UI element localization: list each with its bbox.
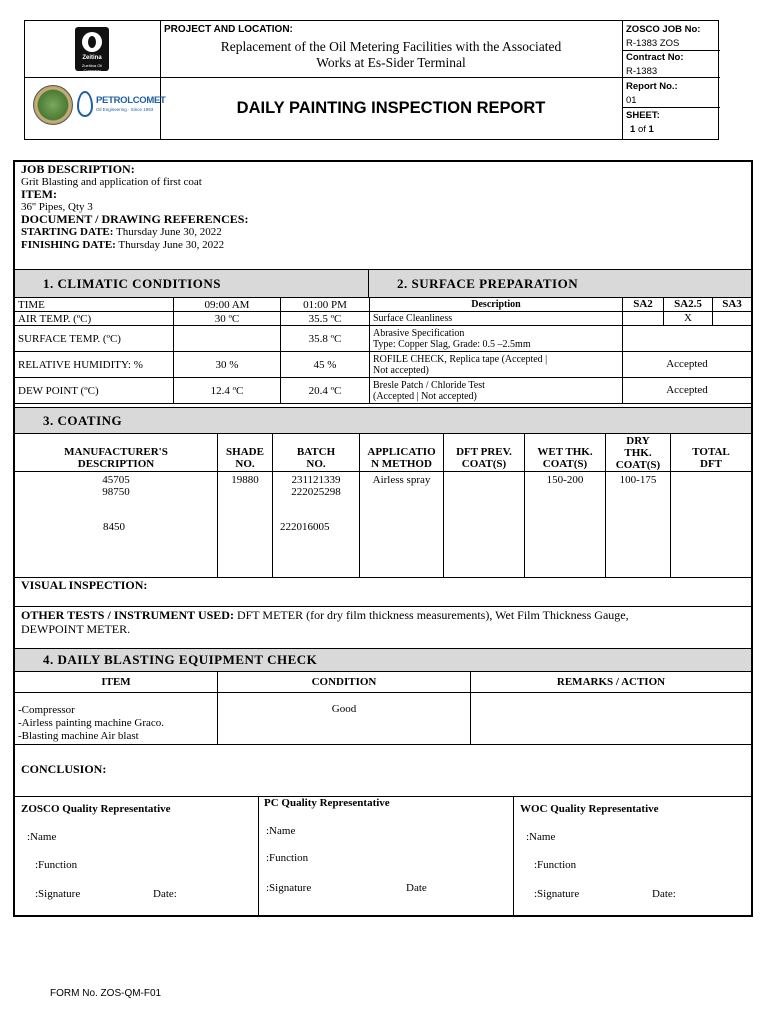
drop-icon — [77, 91, 93, 117]
blasting-table: ITEM CONDITION REMARKS / ACTION -Compressor -Airless painting machine Graco. -Blasting machine Air blast Good — [14, 671, 752, 745]
abrasive-spec: Abrasive Specification Type: Copper Slag, Grade: 0.5 –2.5mm — [370, 326, 623, 352]
project-location — [160, 21, 622, 78]
project-line-1: Replacement of the Oil Metering Facilities with the Associated — [220, 39, 562, 54]
report-no-label: Report No.: — [626, 81, 678, 92]
pc-rep: PC Quality Representative :Name :Function :Signature Date — [264, 797, 427, 894]
report-title: DAILY PAINTING INSPECTION REPORT — [236, 99, 546, 117]
conclusion-label: CONCLUSION: — [21, 762, 107, 776]
contract-value: R-1383 — [626, 66, 658, 77]
bresle-test: Bresle Patch / Chloride Test (Accepted | Not accepted) — [370, 378, 623, 404]
sheet-label: SHEET: — [626, 110, 660, 121]
project-line-2: Works at Es-Sider Terminal — [316, 55, 466, 70]
climatic-header: 1. CLIMATIC CONDITIONS — [15, 269, 369, 297]
surface-preparation-header: 2. SURFACE PREPARATION — [369, 269, 751, 297]
project-label: PROJECT AND LOCATION: — [164, 24, 293, 35]
zosco-job-value: R-1383 ZOS — [626, 38, 680, 49]
zueitina-logo: Zeitina Zueitina Oil Company — [75, 27, 109, 71]
document-references-label: DOCUMENT / DRAWING REFERENCES: — [21, 212, 249, 227]
sheet-value: 1 of 1 — [630, 124, 654, 135]
item-value: 36'' Pipes, Qty 3 — [21, 200, 93, 213]
zosco-job-label: ZOSCO JOB No: — [626, 24, 701, 35]
report-no-value: 01 — [626, 95, 637, 106]
visual-inspection-label: VISUAL INSPECTION: — [21, 578, 148, 592]
job-description-label: JOB DESCRIPTION: — [21, 162, 135, 176]
report-header — [24, 20, 719, 140]
job-description-value: Grit Blasting and application of first coat — [21, 175, 202, 188]
other-tests: OTHER TESTS / INSTRUMENT USED: DFT METER (for dry film thickness measurements), Wet Film Thickness Gauge, DEWPOINT METER. — [21, 608, 629, 636]
zosco-rep: ZOSCO Quality Representative :Name :Function :Signature Date: — [21, 803, 177, 900]
emblem-logo — [33, 85, 73, 125]
job-block — [21, 163, 741, 251]
logo-cell — [25, 21, 166, 139]
blasting-header: 4. DAILY BLASTING EQUIPMENT CHECK — [15, 648, 751, 672]
starting-date: STARTING DATE: Thursday June 30, 2022 — [21, 225, 222, 238]
inspection-form — [13, 160, 753, 917]
manufacturer-cell: 45705 98750 8450 — [15, 472, 218, 578]
job-info — [622, 21, 720, 139]
petrolcomet-logo: PETROLCOMET Oil Engineering · Since 1993 — [77, 89, 157, 123]
surface-table: Description SA2 SA2.5 SA3 Surface Cleanliness X Abrasive Specification Type: Copper Slag, Grade: 0.5 –2.5mm ROFILE CHECK, Replica tape (Accepted | Not accepted) Accepted Bresle Patch / Chloride Test (Accepted | Not accepted) Accepted — [369, 297, 752, 404]
item-label: ITEM: — [21, 187, 57, 202]
form-number: FORM No. ZOS-QM-F01 — [50, 988, 162, 999]
finishing-date: FINISHING DATE: Thursday June 30, 2022 — [21, 238, 225, 251]
woc-rep: WOC Quality Representative :Name :Function :Signature Date: — [520, 803, 676, 900]
coating-header: 3. COATING — [15, 407, 751, 434]
coating-table: MANUFACTURER'S DESCRIPTION SHADE NO. BATCH NO. APPLICATIO N METHOD DFT PREV. COAT(S) WET THK. COAT(S) DRY THK. COAT(S) TOTAL DFT 45705 98750 8450 19880 231121339 222025298 222016005 Airless spray 150-200 100-175 — [14, 433, 752, 578]
climatic-table: TIME 09:00 AM 01:00 PM AIR TEMP. (ºC) 30 ºC 35.5 ºC SURFACE TEMP. (ºC) 35.8 ºC RELATIVE HUMIDITY: % 30 % 45 % DEW POINT (ºC) 12.4 ºC 20.4 ºC — [14, 297, 370, 404]
contract-label: Contract No: — [626, 52, 684, 63]
equipment-items: -Compressor -Airless painting machine Graco. -Blasting machine Air blast — [15, 693, 218, 745]
profile-check: ROFILE CHECK, Replica tape (Accepted | Not accepted) — [370, 352, 623, 378]
batch-cell: 231121339 222025298 222016005 — [273, 472, 360, 578]
